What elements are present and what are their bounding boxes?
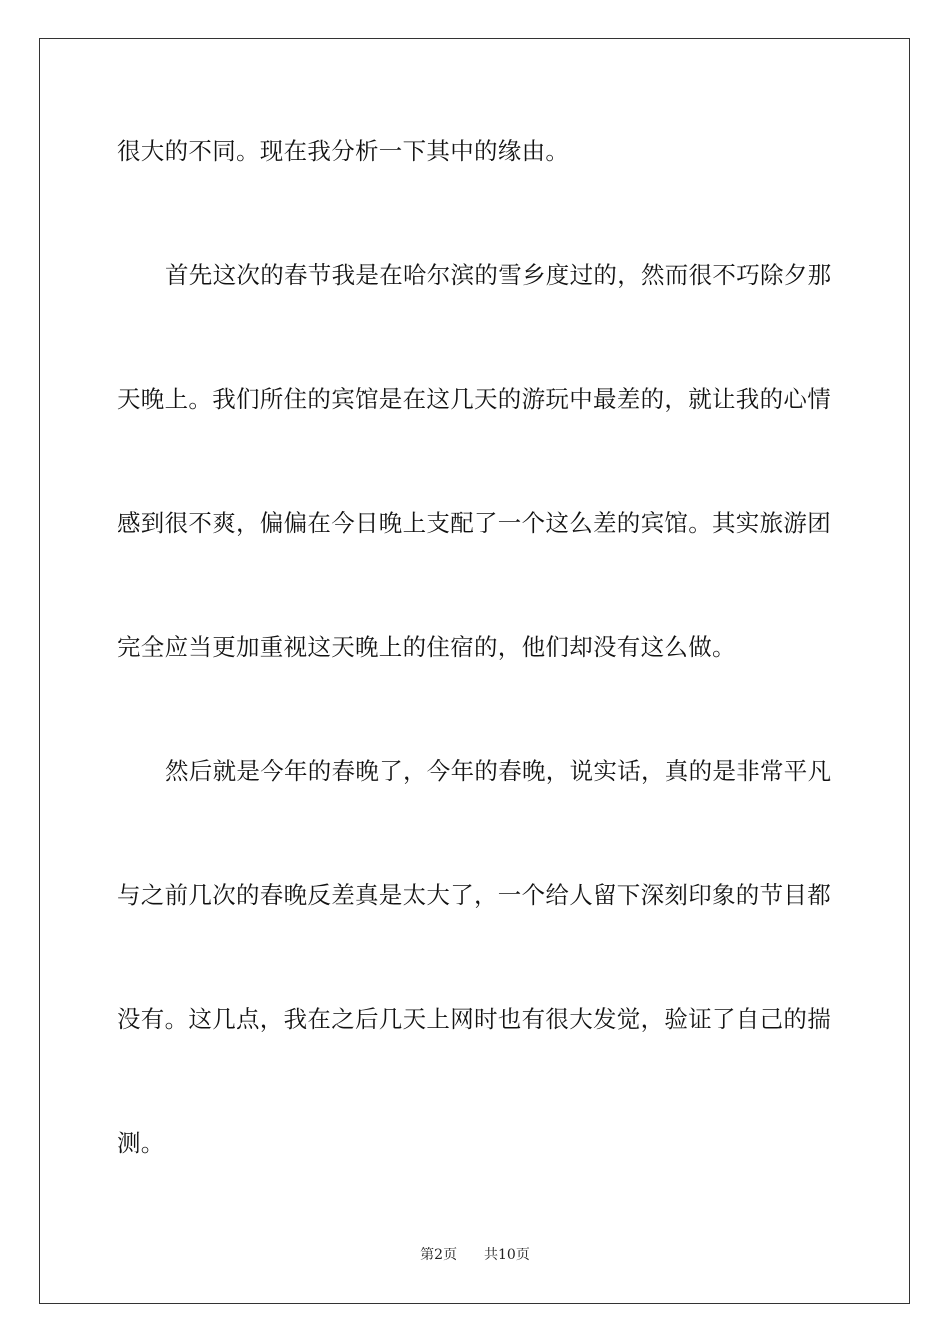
body-line: 测。 xyxy=(117,1129,165,1157)
page-number: 第2页 xyxy=(420,1247,458,1263)
body-line: 首先这次的春节我是在哈尔滨的雪乡度过的，然而很不巧除夕那 xyxy=(165,261,832,289)
body-line: 天晚上。我们所住的宾馆是在这几天的游玩中最差的，就让我的心情 xyxy=(117,385,831,413)
page-footer xyxy=(0,1245,950,1265)
body-line: 完全应当更加重视这天晚上的住宿的，他们却没有这么做。 xyxy=(117,633,736,661)
body-line: 然后就是今年的春晚了，今年的春晚，说实话，真的是非常平凡 xyxy=(165,757,832,785)
body-line: 与之前几次的春晚反差真是太大了，一个给人留下深刻印象的节目都 xyxy=(117,881,831,909)
page-frame xyxy=(39,38,910,1304)
page-total: 共10页 xyxy=(484,1247,530,1263)
body-line: 感到很不爽，偏偏在今日晚上支配了一个这么差的宾馆。其实旅游团 xyxy=(117,509,831,537)
body-line: 没有。这几点，我在之后几天上网时也有很大发觉，验证了自己的揣 xyxy=(117,1005,831,1033)
body-line: 很大的不同。现在我分析一下其中的缘由。 xyxy=(117,137,570,165)
